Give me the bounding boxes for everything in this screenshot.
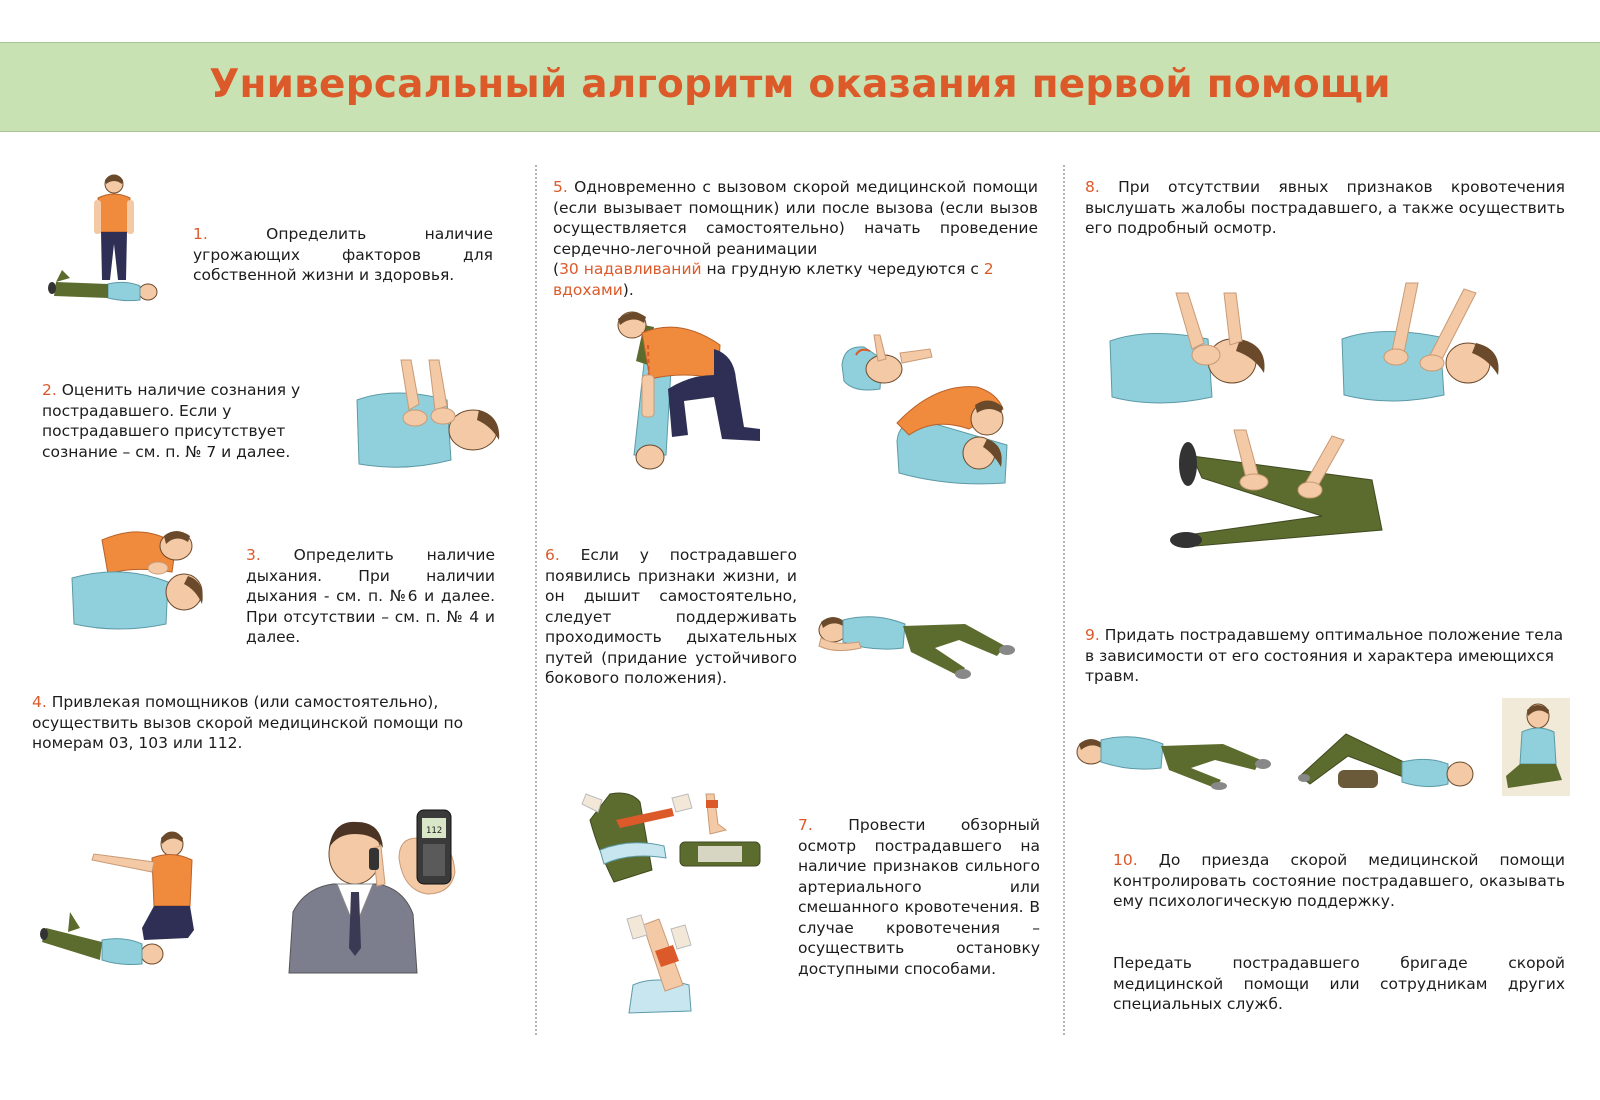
step-6-number: 6.: [545, 546, 560, 564]
illustration-recovery-position: [815, 612, 1020, 687]
illustration-rescue-breath: [895, 383, 1020, 488]
step-6-text: Если у пострадавшего появились признаки жизни, и он дышит самостоятельно, следует поддерживать проходимость дыхательных путей (придание устойчивого бокового положения).: [545, 546, 797, 687]
step-2-number: 2.: [42, 381, 57, 399]
step-6: [545, 545, 797, 689]
step-10-text: До приезда скорой медицинской помощи контролировать состояние пострадавшего, оказывать ему психологическую поддержку.: [1113, 851, 1565, 910]
step-9: [1085, 625, 1575, 687]
illustration-lateral-position: [1073, 730, 1273, 790]
step-8: [1085, 177, 1565, 239]
illustration-chest-compressions: [610, 305, 775, 475]
page-title: Универсальный алгоритм оказания первой помощи: [209, 62, 1391, 107]
step-4-number: 4.: [32, 693, 47, 711]
step-3-text: Определить наличие дыхания. При наличии дыхания - см. п. №6 и далее. При отсутствии – см. п. № 4 и далее.: [246, 546, 495, 646]
illustration-arm-bandage: [625, 915, 700, 1015]
step-3-number: 3.: [246, 546, 261, 564]
illustration-mobile-phone: [395, 808, 467, 896]
step-1-number: 1.: [193, 225, 208, 243]
illustration-sitting-position: [1502, 698, 1570, 796]
illustration-head-examination: [1108, 293, 1273, 413]
step-9-text: Придать пострадавшему оптимальное положение тела в зависимости от его состояния и характера имеющихся травм.: [1085, 626, 1564, 685]
step-4: [32, 692, 492, 754]
step-5-text: Одновременно с вызовом скорой медицинской помощи (если вызывает помощник) или после вызова (если вызов осуществляется самостоятельно) начать проведение сердечно-легочной реанимации: [553, 178, 1038, 258]
illustration-bleeding-tourniquet: [580, 790, 765, 890]
step-7: [798, 815, 1040, 979]
step-8-number: 8.: [1085, 178, 1100, 196]
column-divider-right: [1063, 165, 1065, 1035]
illustration-checking-breathing: [72, 520, 212, 640]
step-5: [553, 177, 1038, 259]
step-2: [42, 380, 332, 462]
step-5-number: 5.: [553, 178, 568, 196]
step-10-number: 10.: [1113, 851, 1138, 869]
step-4-text: Привлекая помощников (или самостоятельно), осуществить вызов скорой медицинской помощи по номерам 03, 103 или 112.: [32, 693, 464, 752]
breaths-count: 2 вдохами: [553, 260, 994, 299]
illustration-legs-raised-position: [1298, 728, 1478, 793]
step-8-text: При отсутствии явных признаков кровотечения выслушать жалобы пострадавшего, а также осуществить его подробный осмотр.: [1085, 178, 1565, 237]
step-7-text: Провести обзорный осмотр пострадавшего на наличие признаков сильного артериального или смешанного кровотечения. В случае кровотечения – осуществить остановку доступными способами.: [798, 816, 1040, 978]
illustration-standing-rescuer-and-victim: [48, 170, 168, 310]
phone-display-number: 112: [425, 826, 443, 836]
illustration-checking-consciousness: [355, 360, 503, 478]
illustration-chest-examination: [1340, 283, 1505, 408]
compressions-count: 30 надавливаний: [559, 260, 702, 278]
step-5-cpr-ratio: (30 надавливаний на грудную клетку чередуются с 2 вдохами).: [553, 260, 994, 299]
handover-text: Передать пострадавшего бригаде скорой медицинской помощи или сотрудникам других специальных служб.: [1113, 954, 1565, 1013]
illustration-calling-for-help: [40, 828, 210, 978]
handover-instruction: [1113, 953, 1565, 1015]
step-3: [246, 545, 495, 648]
illustration-legs-examination: [1172, 430, 1392, 570]
step-7-number: 7.: [798, 816, 813, 834]
step-2-text: Оценить наличие сознания у пострадавшего. Если у пострадавшего присутствует сознание – см. п. № 7 и далее.: [42, 381, 301, 461]
step-1-text: Определить наличие угрожающих факторов для собственной жизни и здоровья.: [193, 225, 493, 284]
step-10: [1113, 850, 1565, 912]
step-9-number: 9.: [1085, 626, 1100, 644]
step-1: [193, 224, 493, 286]
column-divider-left: [535, 165, 537, 1035]
